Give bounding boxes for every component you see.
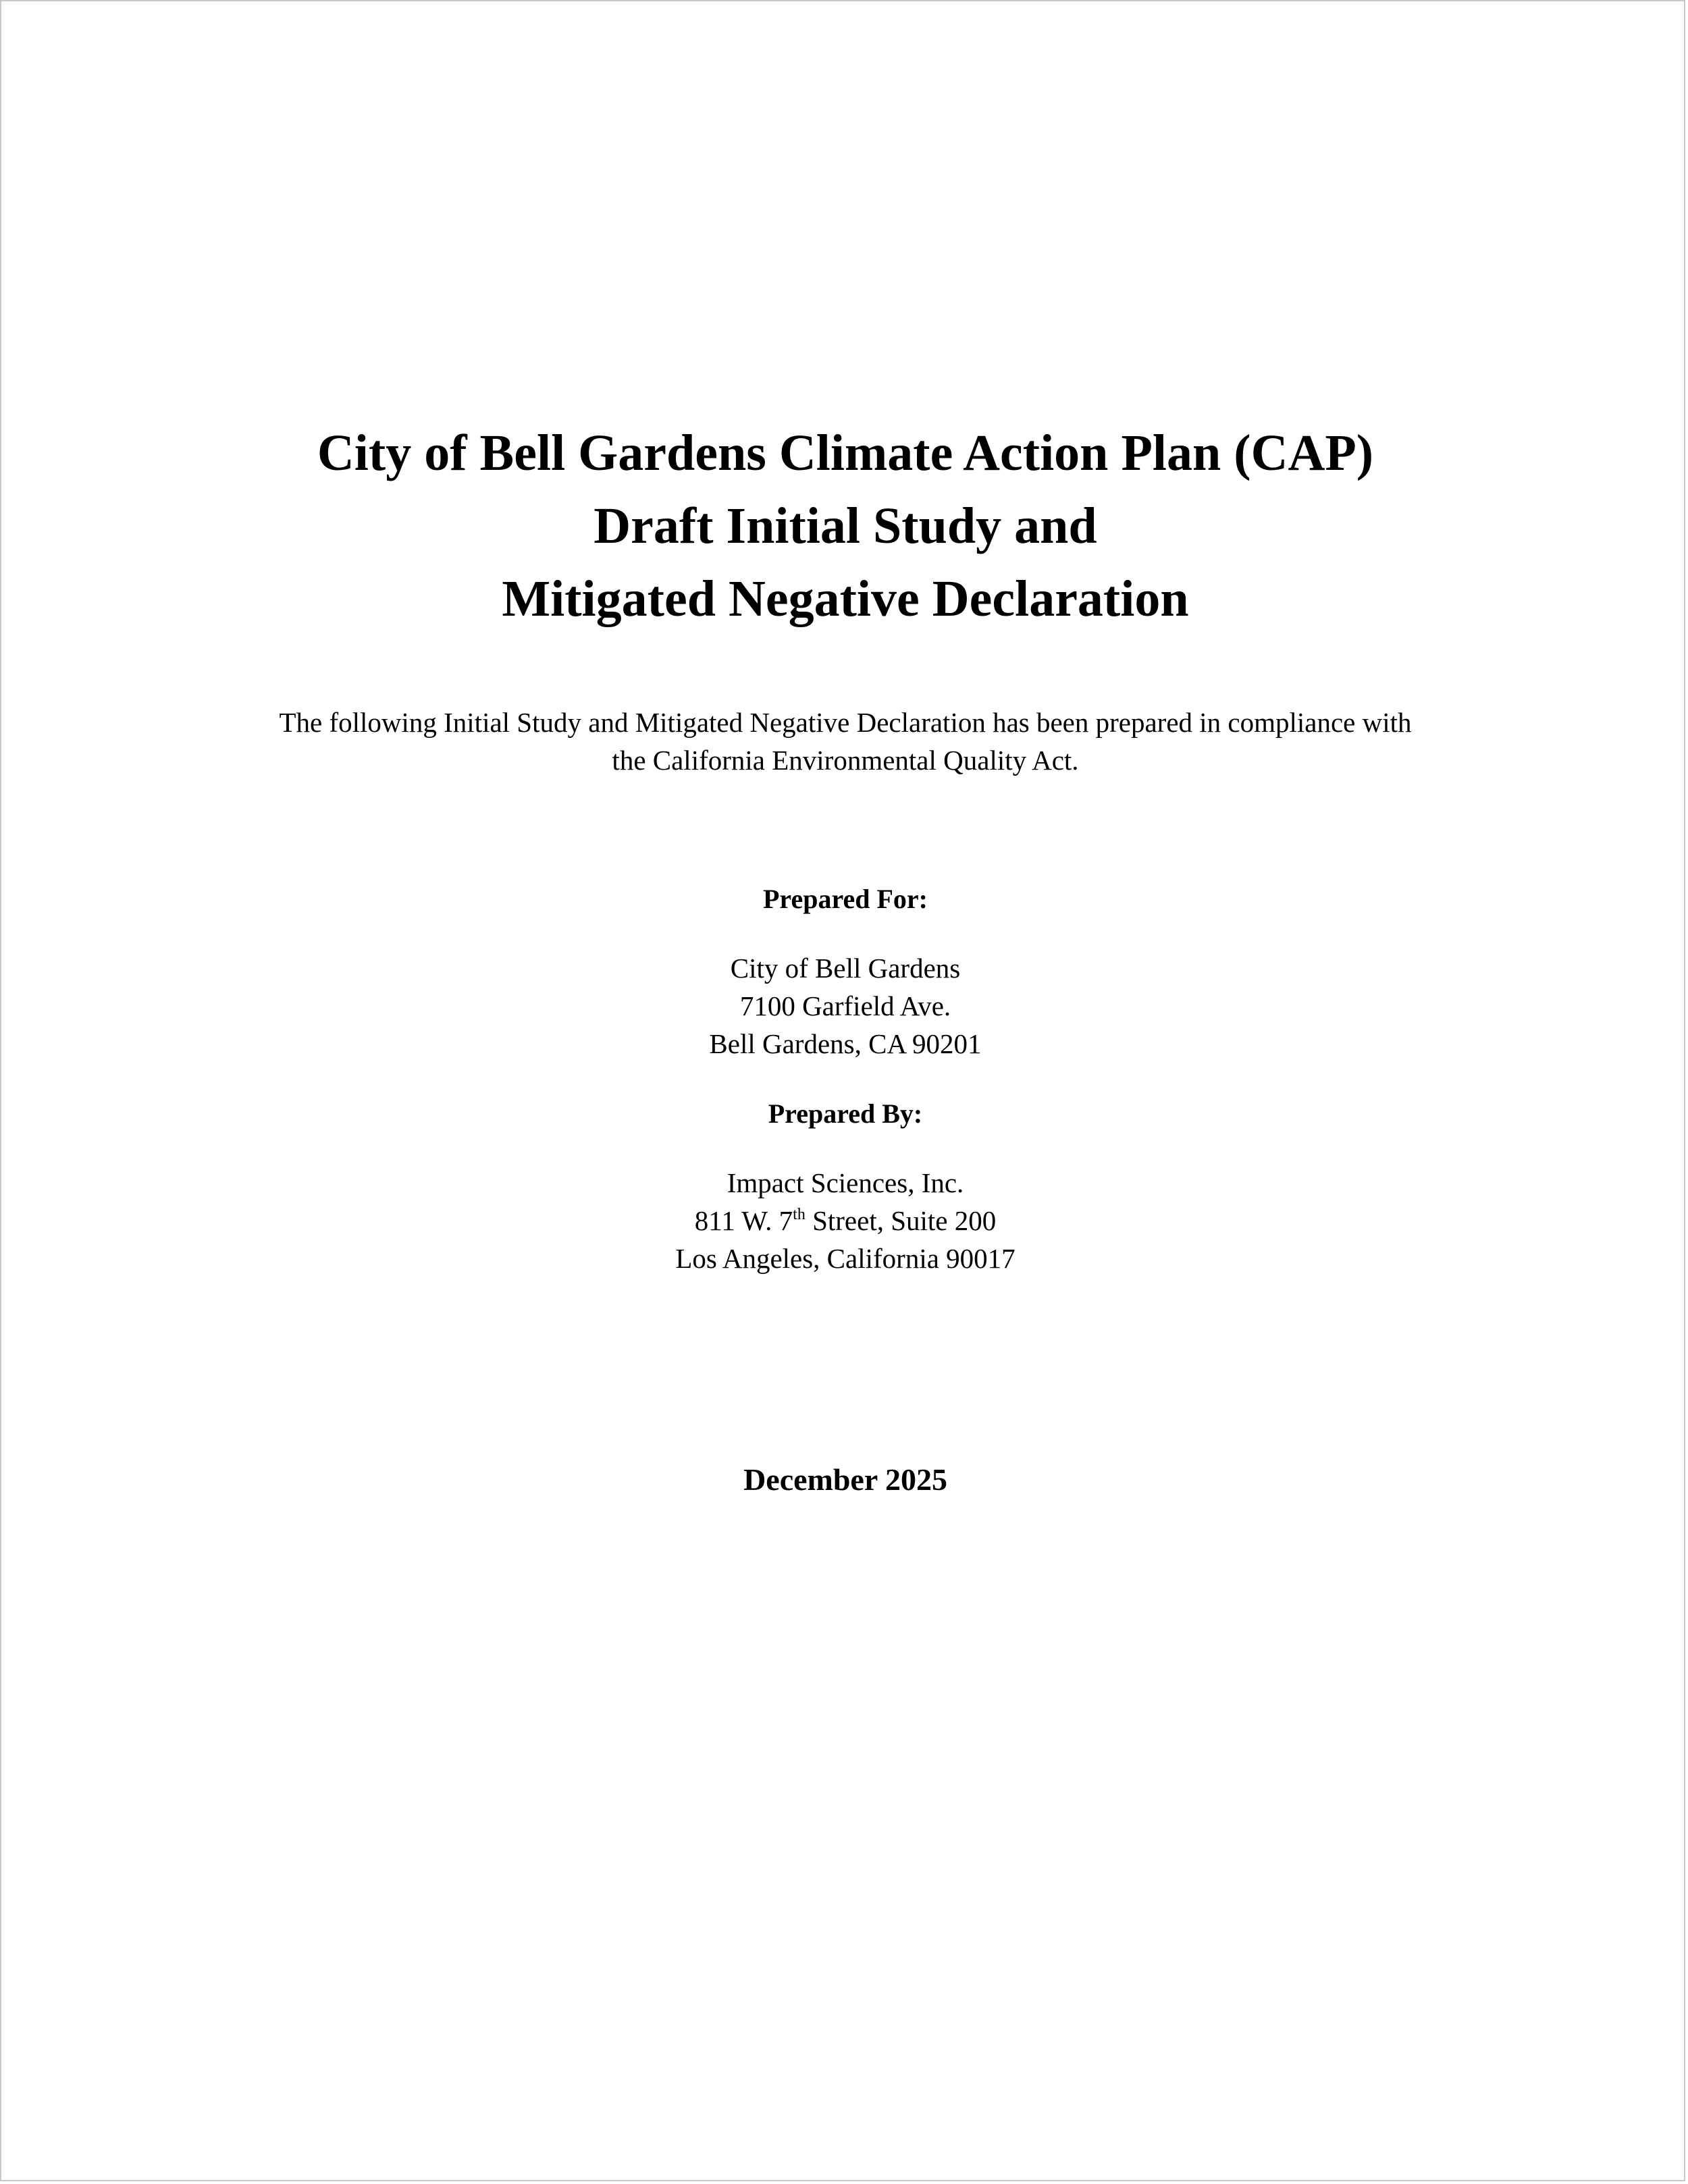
- intro-line-1: The following Initial Study and Mitigated Negative Declaration has been prepared in compliance with: [279, 707, 1412, 738]
- prepared-by-street: [1, 1202, 1688, 1240]
- prepared-for-city: Bell Gardens, CA 90201: [709, 1028, 982, 1059]
- prepared-by-city: Los Angeles, California 90017: [675, 1243, 1016, 1274]
- prepared-by-name: Impact Sciences, Inc.: [727, 1167, 964, 1198]
- prepared-by-address: [1, 1164, 1688, 1277]
- prepared-by-label: Prepared By:: [768, 1098, 923, 1129]
- title-line-2: Draft Initial Study and: [594, 498, 1097, 554]
- document-title: [1, 417, 1688, 635]
- document-date: December 2025: [743, 1462, 947, 1497]
- title-line-1: City of Bell Gardens Climate Action Plan (CAP): [317, 425, 1374, 481]
- prepared-for-name: City of Bell Gardens: [730, 953, 961, 984]
- street-suffix: Street, Suite 200: [805, 1205, 997, 1236]
- street-ordinal-sup: th: [793, 1206, 806, 1223]
- title-line-3: Mitigated Negative Declaration: [502, 570, 1189, 627]
- prepared-for-label: Prepared For:: [762, 884, 928, 914]
- prepared-for-address: [1, 949, 1688, 1063]
- intro-paragraph: [1, 703, 1688, 779]
- street-prefix: 811 W. 7: [694, 1205, 793, 1236]
- prepared-for-street: 7100 Garfield Ave.: [739, 990, 951, 1021]
- intro-line-2: the California Environmental Quality Act.: [612, 745, 1079, 776]
